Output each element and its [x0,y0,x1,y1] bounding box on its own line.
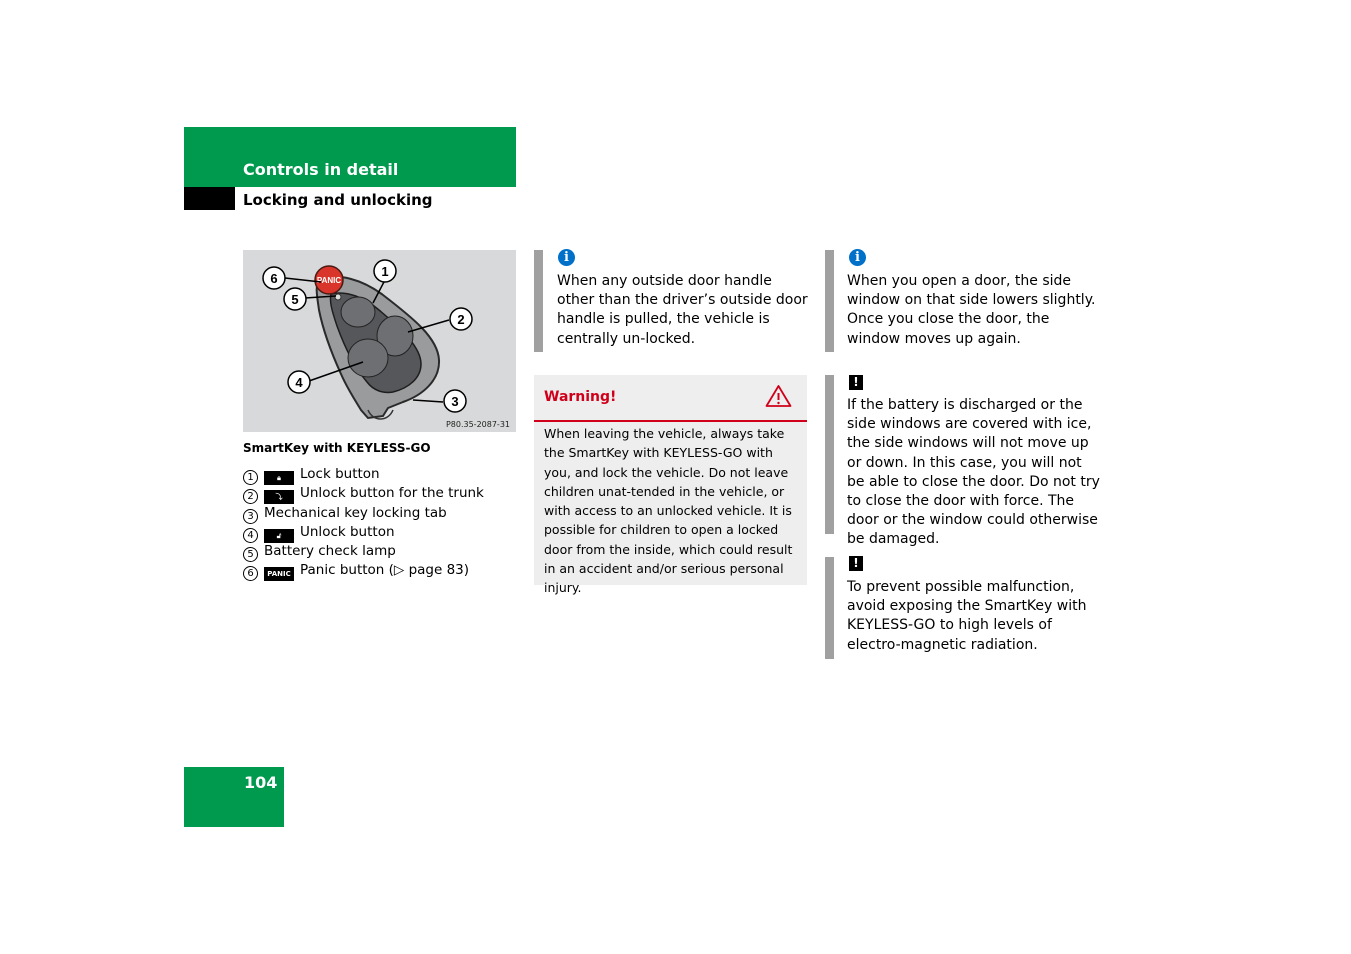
legend-text: Unlock button [300,523,395,540]
callout-1: 1 [381,264,389,279]
panic-button-label: PANIC [316,276,342,285]
legend-number: 5 [243,547,258,562]
page-number: 104 [244,773,278,792]
warning-triangle-icon [765,384,792,408]
legend-number: 4 [243,528,258,543]
warning-header [534,375,807,422]
smartkey-drawing [243,250,516,432]
trunk-icon: ⤵ [264,490,294,504]
legend-item [243,504,523,523]
callout-2: 2 [457,312,465,327]
note-bar [825,557,834,659]
caution-note-text: If the battery is discharged or the side windows are covered with ice, the side windows will not move up or down. In this case, you will not be able to close the door. Do not try to close the door with force. The door or the window could otherwise be damaged. [847,397,1100,548]
info-icon: i [558,249,575,266]
legend-item [243,484,523,503]
legend-item [243,561,523,580]
callout-5: 5 [291,292,299,307]
figure-legend [243,465,523,581]
legend-number: 2 [243,489,258,504]
figure-code: P80.35-2087-31 [445,420,510,429]
unlock-icon: 🔓︎ [264,529,294,543]
legend-text: Mechanical key locking tab [264,504,447,521]
note-bar [534,250,543,352]
smartkey-illustration [243,250,516,432]
caution-icon: ! [849,556,863,571]
callout-3: 3 [451,394,459,409]
info-note-text: When any outside door handle other than the driver’s outside door handle is pulled, the vehicle is centrally un-locked. [557,273,808,347]
figure-caption: SmartKey with KEYLESS-GO [243,441,431,455]
legend-text: Panic button (▷ page 83) [300,562,470,579]
section-title: Locking and unlocking [243,191,433,209]
legend-item [243,465,523,484]
caution-note-text: To prevent possible malfunction, avoid exposing the SmartKey with KEYLESS-GO to high levels of electro-magnetic radiation. [847,579,1087,653]
legend-text: Battery check lamp [264,543,396,560]
legend-item [243,542,523,561]
callout-4: 4 [295,375,303,390]
panic-icon: PANIC [264,567,294,581]
info-icon: i [849,249,866,266]
section-marker [184,187,235,210]
chapter-title: Controls in detail [243,160,399,179]
callout-6: 6 [270,271,278,286]
warning-label: Warning! [544,389,617,405]
warning-box [534,375,807,596]
legend-number: 3 [243,509,258,524]
legend-text: Unlock button for the trunk [300,485,484,502]
warning-text: When leaving the vehicle, always take the SmartKey with KEYLESS-GO with you, and lock the vehicle. Do not leave children unat-tended in the vehicle, or with access to an unlocked vehicle. It is possible for children to open a locked door from the inside, which could result in an accident and/or serious personal injury. [544,426,793,596]
legend-number: 6 [243,566,258,581]
info-note-text: When you open a door, the side window on that side lowers slightly. Once you close the door, the window moves up again. [847,273,1096,347]
caution-icon: ! [849,375,863,390]
page-number-box [184,767,284,827]
lock-icon: 🔒︎ [264,471,294,485]
note-bar [825,375,834,534]
legend-item [243,523,523,542]
legend-text: Lock button [300,466,380,482]
legend-number: 1 [243,470,258,485]
note-bar [825,250,834,352]
